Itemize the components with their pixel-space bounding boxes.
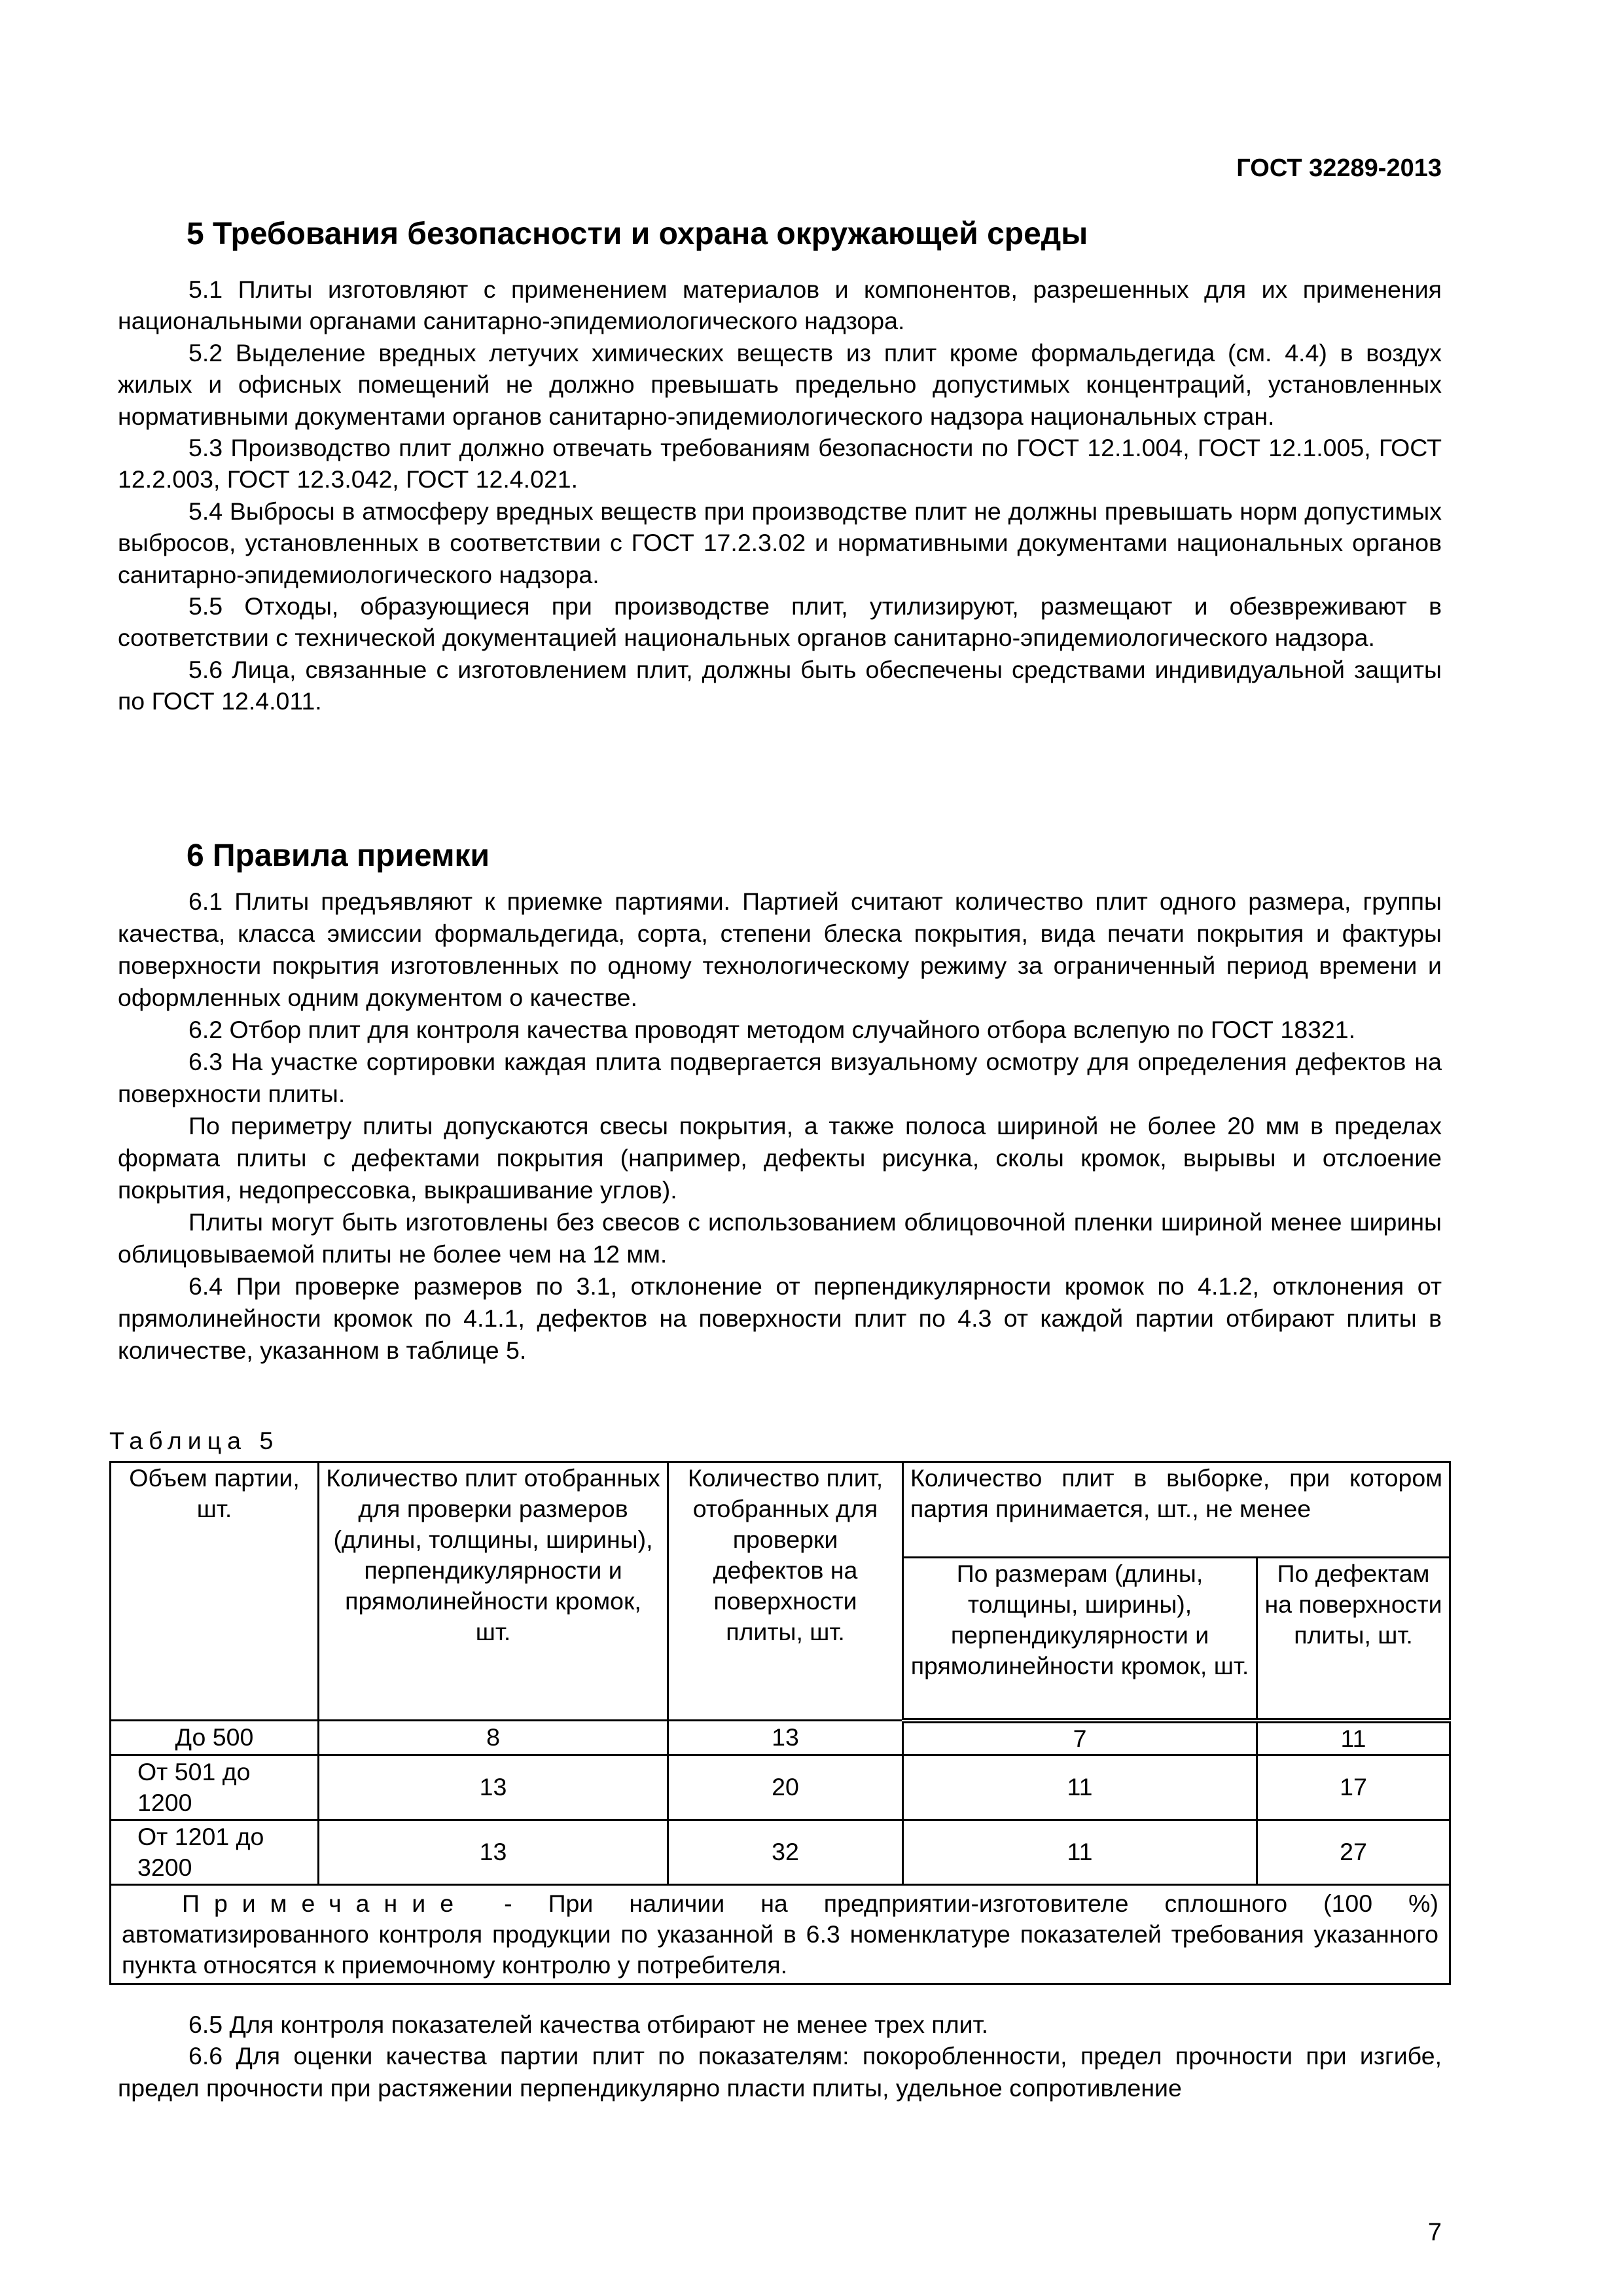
note-text: - При наличии на предприятии-изготовителе сплошного (100 %) автоматизированного контроля продукции по указанной в 6.3 номенклатуре показателей требования указанного пункта относятся к приемочному контролю у потребителя. [122, 1889, 1438, 1979]
table-caption: Таблица 5 [109, 1427, 279, 1454]
page-number: 7 [1427, 2219, 1442, 2246]
paragraph-no-overhang: Плиты могут быть изготовлены без свесов с использованием облицовочной пленки шириной менее ширины облицовываемой плиты не более чем на 12 мм. [118, 1208, 1442, 1268]
cell: 11 [1257, 1721, 1450, 1755]
header-batch-volume: Объем партии, шт. [111, 1462, 319, 1721]
header-by-size: По размерам (длины, толщины, ширины), перпендикулярности и прямолинейности кромок, шт. [903, 1558, 1257, 1721]
paragraph-5-3: 5.3 Производство плит должно отвечать требованиям безопасности по ГОСТ 12.1.004, ГОСТ 12.1.005, ГОСТ 12.2.003, ГОСТ 12.3.042, ГОСТ 12.4.021. [118, 434, 1442, 493]
cell: 8 [319, 1721, 668, 1755]
section-5-heading: 5 Требования безопасности и охрана окружающей среды [187, 217, 1088, 251]
paragraph-6-4: 6.4 При проверке размеров по 3.1, отклонение от перпендикулярности кромок по 4.1.2, отклонения от прямолинейности кромок по 4.1.1, дефектов на поверхности плит по 4.3 от каждой партии отбирают плиты в количестве, указанном в таблице 5. [118, 1272, 1442, 1364]
cell: 17 [1257, 1755, 1450, 1820]
table-note [111, 1884, 1450, 1984]
paragraph-perimeter: По периметру плиты допускаются свесы покрытия, а также полоса шириной не более 20 мм в пределах формата плиты с дефектами покрытия (например, дефекты рисунка, сколы кромок, вырывы и отслоение покрытия, недопрессовка, выкрашивание углов). [118, 1112, 1442, 1204]
paragraph-5-1: 5.1 Плиты изготовляют с применением материалов и компонентов, разрешенных для их применения национальными органами санитарно-эпидемиологического надзора. [118, 276, 1442, 335]
cell-volume: От 1201 до 3200 [111, 1820, 319, 1884]
table-row [111, 1755, 1450, 1820]
section-5-body [118, 274, 1442, 717]
paragraph-6-2: 6.2 Отбор плит для контроля качества проводят методом случайного отбора вслепую по ГОСТ 18321. [188, 1016, 1356, 1043]
cell: 13 [319, 1820, 668, 1884]
section-6-body [118, 886, 1442, 1367]
section-6-heading: 6 Правила приемки [187, 838, 490, 873]
table-5 [109, 1461, 1451, 1985]
table-row [111, 1721, 1450, 1755]
paragraph-5-6: 5.6 Лица, связанные с изготовлением плит, должны быть обеспечены средствами индивидуальной защиты по ГОСТ 12.4.011. [118, 655, 1442, 715]
paragraph-6-1: 6.1 Плиты предъявляют к приемке партиями. Партией считают количество плит одного размера, группы качества, класса эмиссии формальдегида, сорта, степени блеска покрытия, вида печати покрытия и фактуры поверхности покрытия изготовленных по одному технологическому режиму за ограниченный период времени и оформленных одним документом о качестве. [118, 888, 1442, 1011]
document-code: ГОСТ 32289-2013 [1236, 154, 1442, 182]
header-size-check-count: Количество плит отобранных для проверки размеров (длины, толщины, ширины), перпендикулярности и прямолинейности кромок, шт. [319, 1462, 668, 1721]
cell-volume: От 501 до 1200 [111, 1755, 319, 1820]
cell: 11 [903, 1820, 1257, 1884]
cell: 13 [319, 1755, 668, 1820]
cell: 7 [903, 1721, 1257, 1755]
paragraph-6-3: 6.3 На участке сортировки каждая плита подвергается визуальному осмотру для определения дефектов на поверхности плиты. [118, 1048, 1442, 1107]
cell: 13 [668, 1721, 903, 1755]
header-defect-check-count: Количество плит, отобранных для проверки дефектов на поверхности плиты, шт. [668, 1462, 903, 1721]
note-label: Примечание [182, 1889, 469, 1917]
paragraph-5-4: 5.4 Выбросы в атмосферу вредных веществ при производстве плит не должны превышать норм допустимых выбросов, установленных в соответствии с ГОСТ 17.2.3.02 и нормативными документами национальных органов санитарно-эпидемиологического надзора. [118, 497, 1442, 588]
cell: 11 [903, 1755, 1257, 1820]
paragraph-5-5: 5.5 Отходы, образующиеся при производстве плит, утилизируют, размещают и обезвреживают в соответствии с технической документацией национальных органов санитарно-эпидемиологического надзора. [118, 592, 1442, 652]
after-table-body [118, 2009, 1442, 2104]
cell-volume: До 500 [111, 1721, 319, 1755]
header-acceptance-group: Количество плит в выборке, при котором партия принимается, шт., не менее [903, 1462, 1450, 1558]
cell: 27 [1257, 1820, 1450, 1884]
table-row [111, 1820, 1450, 1884]
cell: 20 [668, 1755, 903, 1820]
header-by-defects: По дефектам на поверхности плиты, шт. [1257, 1558, 1450, 1721]
table-note-row [111, 1884, 1450, 1984]
cell: 32 [668, 1820, 903, 1884]
paragraph-6-5: 6.5 Для контроля показателей качества отбирают не менее трех плит. [188, 2011, 988, 2038]
paragraph-6-6: 6.6 Для оценки качества партии плит по показателям: покоробленности, предел прочности при изгибе, предел прочности при растяжении перпендикулярно пласти плиты, удельное сопротивление [118, 2042, 1442, 2102]
paragraph-5-2: 5.2 Выделение вредных летучих химических веществ из плит кроме формальдегида (см. 4.4) в воздух жилых и офисных помещений не должно превышать предельно допустимых концентраций, установленных нормативными документами органов санитарно-эпидемиологического надзора национальных стран. [118, 338, 1442, 430]
